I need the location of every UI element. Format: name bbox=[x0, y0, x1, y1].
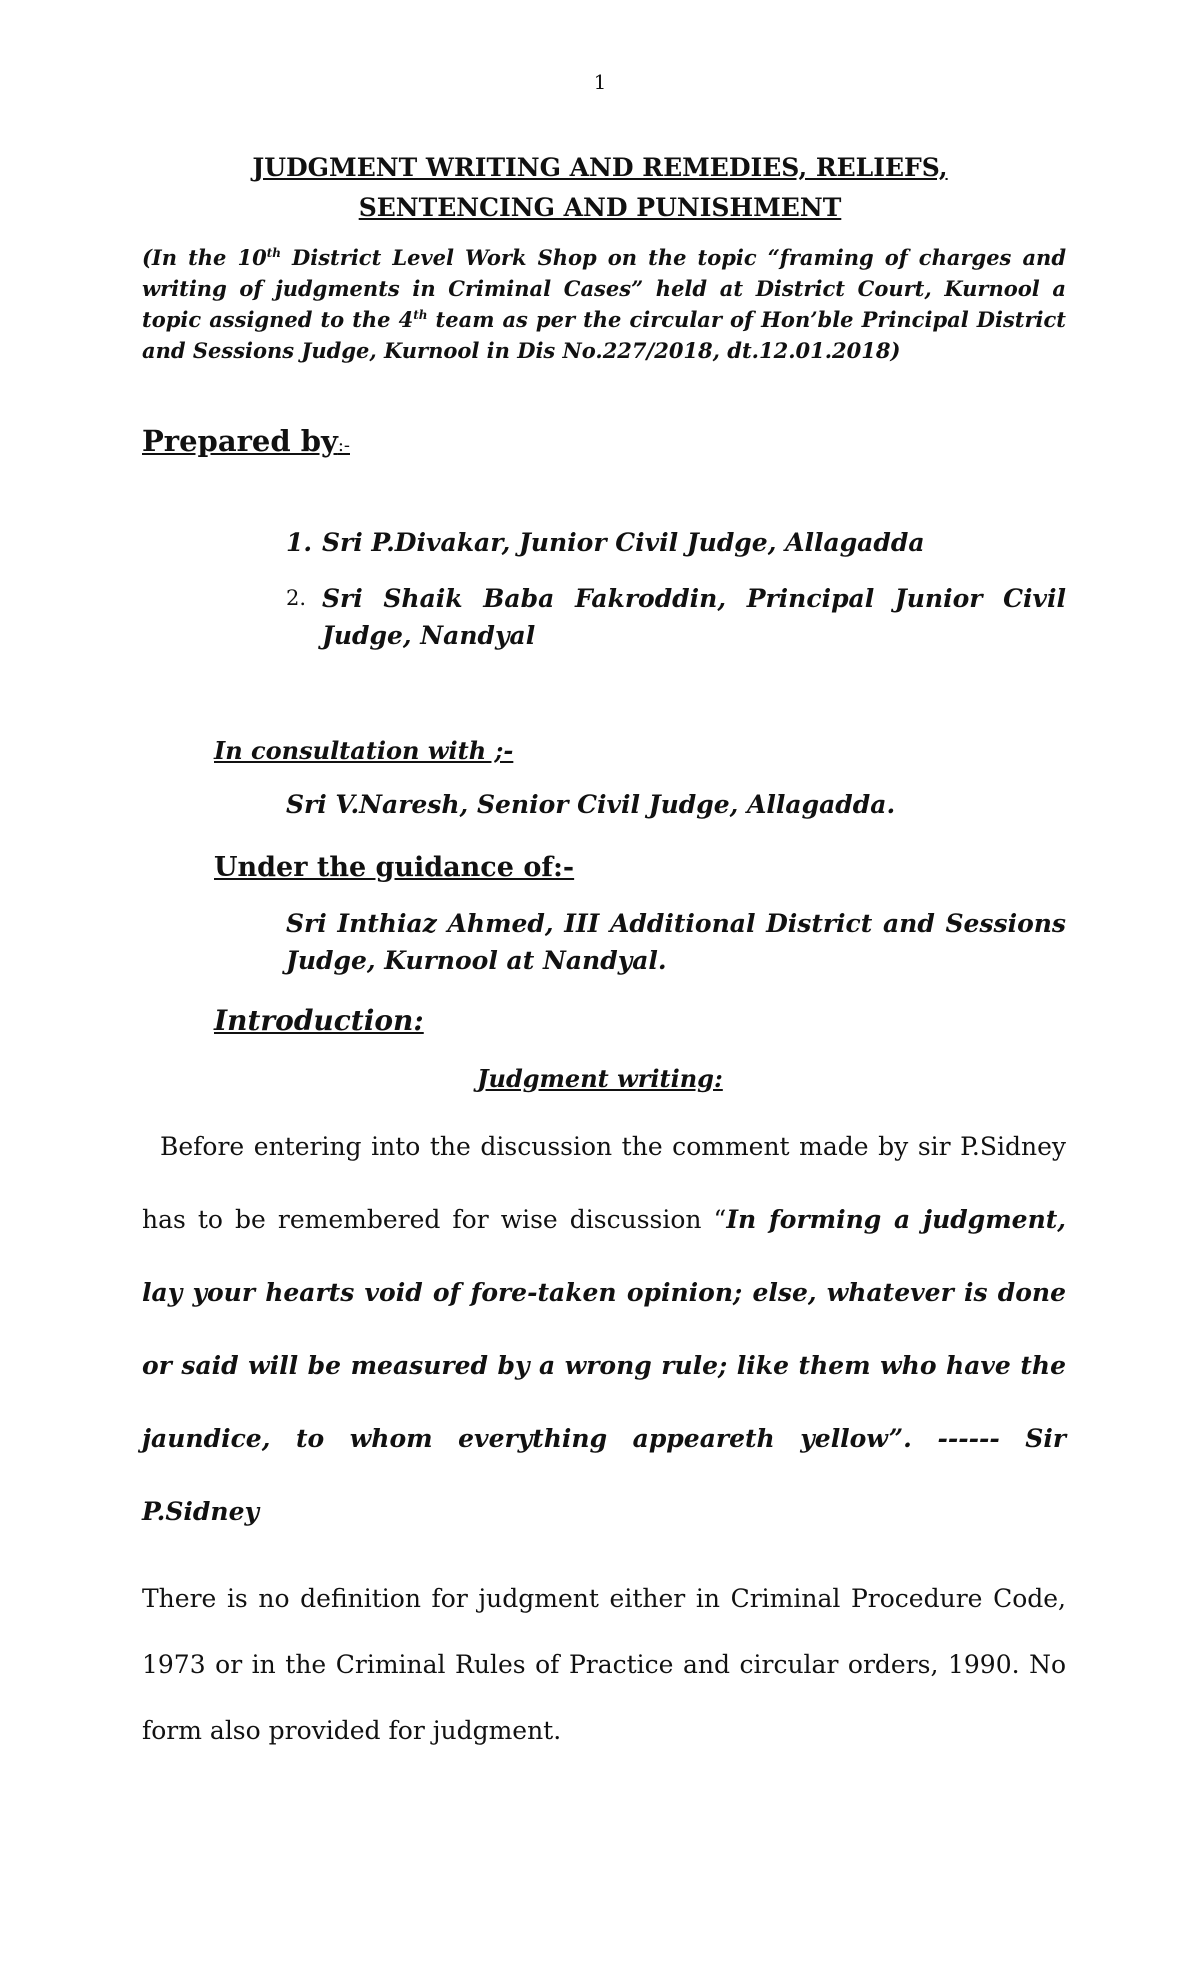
author-item bbox=[286, 580, 1066, 654]
title-line-1: JUDGMENT WRITING AND REMEDIES, RELIEFS, bbox=[252, 153, 948, 182]
prepared-by-suffix: :- bbox=[337, 435, 350, 456]
prepared-by-label: Prepared by bbox=[142, 424, 338, 458]
consultant-name: Sri V.Naresh, Senior Civil Judge, Allagadda. bbox=[286, 790, 896, 819]
guidance-heading: Under the guidance of:- bbox=[214, 852, 575, 883]
author-number: 2. bbox=[286, 586, 307, 610]
author-item bbox=[286, 524, 1066, 561]
guide-name: Sri Inthiaz Ahmed, III Additional District and Sessions Judge, Kurnool at Nandyal. bbox=[286, 909, 1066, 975]
workshop-note bbox=[142, 242, 1066, 366]
workshop-note-part-1: District Level Work Shop on the topic “framing of charges and writing of judgments in Criminal Cases” held at District Court, Kurnool a topic assigned to the 4 bbox=[142, 245, 1066, 332]
workshop-note-open: (In the 10 bbox=[142, 245, 267, 270]
title-line-2: SENTENCING AND PUNISHMENT bbox=[358, 193, 842, 222]
ordinal-suffix: th bbox=[413, 308, 428, 322]
sidney-quote: In forming a judgment, lay your hearts void of fore-taken opinion; else, whatever is done or said will be measured by a wrong rule; like them who have the jaundice, to whom everything appeareth yellow”. ------ Sir P.Sidney bbox=[142, 1205, 1066, 1526]
author-name: Sri P.Divakar, Junior Civil Judge, Allagadda bbox=[322, 528, 925, 557]
author-name: Sri Shaik Baba Fakroddin, Principal Junior Civil Judge, Nandyal bbox=[322, 584, 1066, 650]
judgment-writing-subheading: Judgment writing: bbox=[477, 1064, 723, 1093]
page-number: 1 bbox=[593, 70, 607, 94]
consultation-heading: In consultation with ;- bbox=[214, 736, 514, 765]
ordinal-suffix: th bbox=[266, 246, 281, 260]
document-title bbox=[150, 148, 1050, 228]
author-number: 1. bbox=[286, 528, 313, 557]
workshop-note-part-2: team as per the circular of Hon’ble Principal District and Sessions Judge, Kurnool in Dis No.227/2018, dt.12.01.2018) bbox=[142, 307, 1066, 363]
introduction-heading: Introduction: bbox=[214, 1004, 424, 1037]
intro-paragraph-lead: Before entering into the discussion the comment made by sir P.Sidney has to be remembered for wise discussion “ bbox=[142, 1132, 1066, 1234]
author-list bbox=[286, 524, 1066, 673]
intro-paragraph-1 bbox=[142, 1110, 1066, 1548]
prepared-by-heading bbox=[142, 424, 350, 458]
intro-paragraph-2: There is no definition for judgment either in Criminal Procedure Code, 1973 or in the Criminal Rules of Practice and circular orders, 1990. No form also provided for judgment. bbox=[142, 1584, 1066, 1745]
